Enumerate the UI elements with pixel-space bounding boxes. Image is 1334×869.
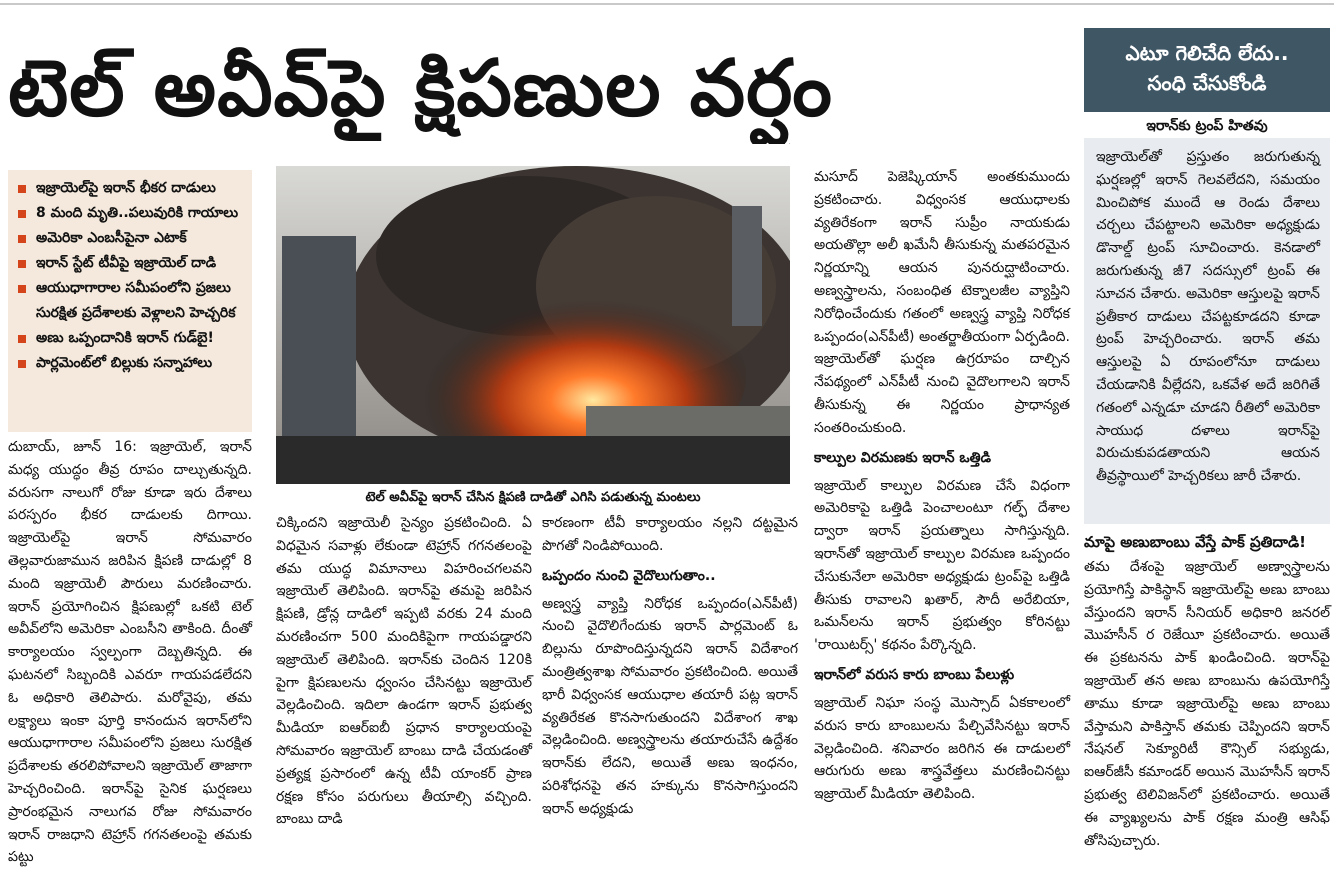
side-box-body — [1084, 138, 1330, 524]
photo-caption: టెల్ అవీవ్‌పై ఇరాన్ చేసిన క్షిపణి దాడితో ఎగిసి పడుతున్న మంటలు — [365, 490, 701, 505]
article-text: ఇజ్రాయెల్ కాల్పుల విరమణ చేసే విధంగా అమెరికాపై ఒత్తిడి పెంచాలంటూ గల్ఫ్ దేశాల ద్వారా ఇరాన్ ప్రయత్నాలు సాగిస్తున్నది. ఇరాన్‌తో ఇజ్రాయెల్ కాల్పుల విరమణ ఒప్పందం చేసుకునేలా అమెరికా అధ్యక్షుడు ట్రంప్‌పై ఒత్తిడి తీసుకు రావాలని ఖతార్, సౌదీ అరేబియా, ఒమన్‌లను ఇరాన్ ప్రభుత్వం కోరినట్టు 'రాయిటర్స్' కథనం పేర్కొన్నది. — [814, 477, 1070, 654]
section-heading: కాల్పుల విరమణకు ఇరాన్ ఒత్తిడి — [814, 449, 991, 466]
side-box-title-line2: సంధి చేసుకోండి — [1147, 71, 1267, 95]
section-heading: ఇరాన్‌లో వరుస కారు బాంబు పేలుళ్లు — [814, 666, 1015, 683]
article-text: తమ దేశంపై ఇజ్రాయెల్ అణ్వాస్త్రాలను ప్రయోగిస్తే పాకిస్థాన్ ఇజ్రాయెల్‌పై అణు బాంబు వేస్తుందని ఇరాన్ సీనియర్ అధికారి జనరల్ మొహసీన్ ర రెజేయీ ప్రకటించారు. అయితే ఈ ప్రకటనను పాక్ ఖండించింది. ఇరాన్‌పై ఇజ్రాయెల్ తన అణు బాంబును ఉపయోగిస్తే తాము కూడా ఇజ్రాయెల్‌పై అణు బాంబు వేస్తామని పాకిస్తాన్ తమకు చెప్పిందని ఇరాన్ నేషనల్ సెక్యూరిటీ కౌన్సిల్ సభ్యుడు, ఐఆర్‌జీసీ కమాండర్ అయిన మొహసీన్ ఇరాన్ ప్రభుత్వ టెలివిజన్‌లో ప్రకటించారు. అయితే ఈ వ్యాఖ్యలను పాక్ రక్షణ మంత్రి ఆసిఫ్ తోసిపుచ్చారు. — [1084, 559, 1330, 849]
article-column-1 — [8, 436, 252, 869]
article-text: అణ్వస్త్ర వ్యాప్తి నిరోధక ఒప్పందం(ఎన్‌పీటీ) నుంచి వైదొలిగేందుకు ఇరాన్ పార్లమెంట్ ఓ బిల్లును రూపొందిస్తున్నదని ఇరాన్ విదేశాంగ మంత్రిత్వశాఖ సోమవారం ప్రకటించింది. అయితే భారీ విధ్వంసక ఆయుధాల తయారీ పట్ల ఇరాన్ వ్యతిరేకత కొనసాగుతుందని విదేశాంగ శాఖ వెల్లడించింది. అణ్వస్త్రాలను తయారుచేసే ఉద్దేశం ఇరాన్‌కు లేదని, అయితే అణు ఇంధనం, పరిశోధనపై తన హక్కును కొనసాగిస్తుందని ఇరాన్ అధ్యక్షుడు — [542, 595, 798, 817]
highlight-item: ఆయుధాగారాల సమీపంలోని ప్రజలు సురక్షిత ప్రదేశాలకు వెళ్లాలని హెచ్చరిక — [16, 276, 248, 326]
article-column-2 — [276, 512, 532, 831]
news-photo — [276, 166, 790, 484]
section-heading: మాపై అణుబాంబు వేస్తే పాక్ ప్రతిదాడి! — [1084, 533, 1306, 551]
article-text: ఇజ్రాయెల్ నిఘా సంస్థ మొస్సాద్ ఏకకాలంలో వరుస కారు బాంబులను పేల్చివేసినట్టు ఇరాన్ వెల్లడించింది. శనివారం జరిగిన ఈ దాడులలో ఆరుగురు అణు శాస్త్రవేత్తలు మరణించినట్టు ఇజ్రాయెల్ మీడియా తెలిపింది. — [814, 694, 1070, 803]
side-box-title-line1: ఎటూ గెలిచేది లేదు.. — [1125, 41, 1289, 65]
side-box-text: ఇజ్రాయెల్‌తో ప్రస్తుతం జరుగుతున్న ఘర్షణల్లో ఇరాన్ గెలవలేదని, సమయం మించిపోక ముందే ఆ రెండు దేశాలు చర్చలు చేపట్టాలని అమెరికా అధ్యక్షుడు డొనాల్డ్ ట్రంప్ సూచించారు. కెనడాలో జరుగుతున్న జీ7 సదస్సులో ట్రంప్ ఈ సూచన చేశారు. అమెరికా ఆస్తులపై ఇరాన్ ప్రతీకార దాడులు చేపట్టకూడదని కూడా ట్రంప్ హెచ్చరించారు. ఇరాన్ తమ ఆస్తులపై ఏ రూపంలోనూ దాడులు చేయడానికి వీల్లేదని, ఒకవేళ అదే జరిగితే గతంలో ఎన్నడూ చూడని రీతిలో అమెరికా సాయుధ దళాలు ఇరాన్‌పై విరుచుకుపడతాయని ఆయన తీవ్రస్థాయిలో హెచ్చరికలు జారీ చేశారు. — [1096, 149, 1320, 485]
fire-explosion-photo — [276, 166, 790, 484]
page-headline: టెల్ అవీవ్‌పై క్షిపణుల వర్షం — [8, 44, 833, 134]
highlight-item: ఇరాన్ స్టేట్ టీవీపై ఇజ్రాయెల్ దాడి — [16, 251, 248, 276]
article-column-4 — [814, 166, 1070, 806]
side-box-subhead: ఇరాన్‌కు ట్రంప్ హితవు — [1146, 118, 1268, 134]
section-heading: ఒప్పందం నుంచి వైదొలుగుతాం.. — [542, 567, 716, 584]
side-box-title — [1084, 28, 1330, 112]
article-text: దుబాయ్, జూన్ 16: ఇజ్రాయెల్, ఇరాన్ మధ్య యుద్ధం తీవ్ర రూపం దాల్చుతున్నది. వరుసగా నాలుగో రోజు కూడా ఇరు దేశాలు పరస్పరం భీకర దాడులకు దిగాయి. ఇజ్రాయెల్‌పై ఇరాన్ సోమవారం తెల్లవారుజామున జరిపిన క్షిపణి దాడుల్లో 8 మంది ఇజ్రాయెలీ పౌరులు మరణించారు. ఇరాన్ ప్రయోగించిన క్షిపణుల్లో ఒకటి టెల్ అవీవ్‌లోని అమెరికా ఎంబసీని తాకింది. దీంతో కార్యాలయం స్వల్పంగా దెబ్బతిన్నది. ఈ ఘటనలో సిబ్బందికి ఎవరూ గాయపడలేదని ఓ అధికారి తెలిపారు. మరోవైపు, తమ లక్ష్యాలు ఇంకా పూర్తి కానందున ఇరాన్‌లోని ఆయుధాగారాల సమీపంలోని ప్రజలు సురక్షిత ప్రదేశాలకు తరలిపోవాలని ఇజ్రాయెల్ తాజాగా హెచ్చరించింది. ఇరాన్‌పై సైనిక ఘర్షణలు ప్రారంభమైన నాలుగవ రోజు సోమవారం ఇరాన్ రాజధాని టెహ్రాన్ గగనతలంపై తమకు పట్టు — [8, 439, 252, 866]
top-rule — [0, 0, 1334, 6]
article-column-5 — [1084, 530, 1330, 852]
article-text: చిక్కిందని ఇజ్రాయెలీ సైన్యం ప్రకటించింది. ఏ విధమైన సవాళ్లు లేకుండా టెహ్రాన్ గగనతలంపై తమ యుద్ధ విమానాలు విహరించగలవని ఇజ్రాయెల్ తెలిపింది. ఇరాన్‌పై తమపై జరిపిన క్షిపణి, డ్రోన్ల దాడిలో ఇప్పటి వరకు 24 మంది మరణించగా 500 మందికిపైగా గాయపడ్డారని ఇజ్రాయెల్ తెలిపింది. ఇరాన్‌కు చెందిన 120కి పైగా క్షిపణులను ధ్వంసం చేసినట్టు ఇజ్రాయెల్ వెల్లడించింది. ఇదిలా ఉండగా ఇరాన్ ప్రభుత్వ మీడియా ఐఆర్‌ఐబీ ప్రధాన కార్యాలయంపై సోమవారం ఇజ్రాయెల్ బాంబు దాడి చేయడంతో ప్రత్యక్ష ప్రసారంలో ఉన్న టీవీ యాంకర్ ప్రాణ రక్షణ కోసం పరుగులు తీయాల్సి వచ్చింది. బాంబు దాడి — [276, 515, 532, 828]
article-text: మసూద్ పెజెష్కియాన్ అంతకుముందు ప్రకటించారు. విధ్వంసక ఆయుధాలకు వ్యతిరేకంగా ఇరాన్ సుప్రీం నాయకుడు అయతొల్లా అలీ ఖమేనీ తీసుకున్న మతపరమైన నిర్ణయాన్ని ఆయన పునరుద్ఘాటించారు. అణ్వస్త్రాలను, సంబంధిత టెక్నాలజీల వ్యాప్తిని నిరోధించేందుకు గతంలో అణ్వస్త్ర వ్యాప్తి నిరోధక ఒప్పందం(ఎన్‌పీటీ) అంతర్జాతీయంగా ఏర్పడింది. ఇజ్రాయెల్‌తో ఘర్షణ ఉగ్రరూపం దాల్చిన నేపథ్యంలో ఎన్‌పీటీ నుంచి వైదొలగాలని ఇరాన్ తీసుకున్న ఈ నిర్ణయం ప్రాధాన్యత సంతరించుకుంది. — [814, 169, 1070, 436]
highlights-box — [8, 170, 252, 432]
highlight-item: పార్లమెంట్‌లో బిల్లుకు సన్నాహాలు — [16, 351, 248, 376]
highlight-item: అమెరికా ఎంబసీపైనా ఎటాక్ — [16, 226, 248, 251]
highlight-item: ఇజ్రాయెల్‌పై ఇరాన్ భీకర దాడులు — [16, 176, 248, 201]
highlight-item: అణు ఒప్పందానికి ఇరాన్ గుడ్‌బై! — [16, 326, 248, 351]
article-column-3 — [542, 512, 798, 821]
highlight-item: 8 మంది మృతి..పలువురికి గాయాలు — [16, 201, 248, 226]
article-text: కారణంగా టీవీ కార్యాలయం నల్లని దట్టమైన పొగతో నిండిపోయింది. — [542, 515, 798, 554]
